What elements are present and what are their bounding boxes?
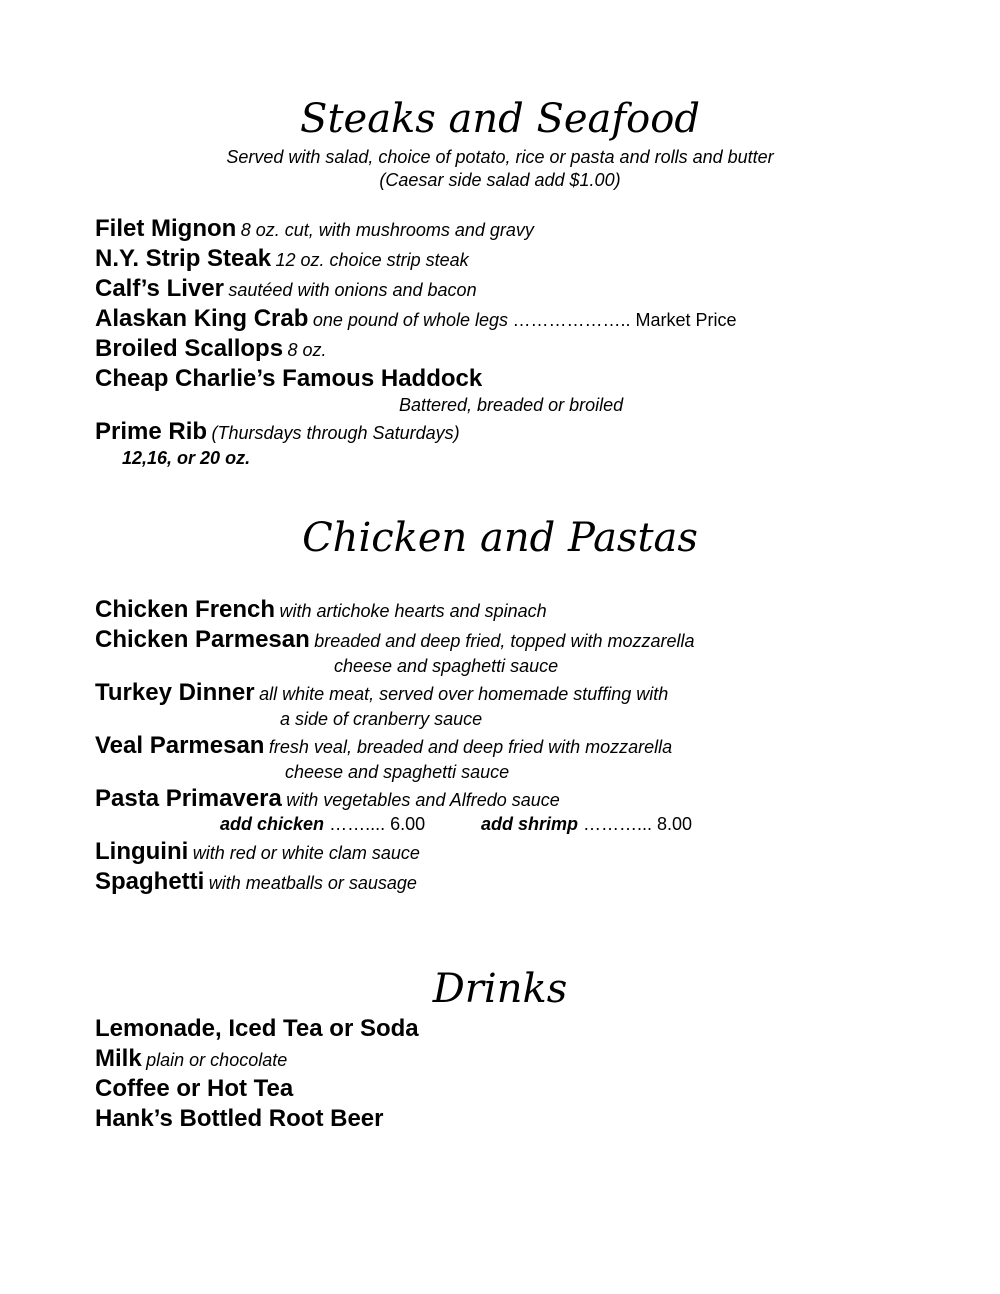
item-description: Battered, breaded or broiled bbox=[399, 395, 624, 415]
item-description: plain or chocolate bbox=[146, 1050, 288, 1070]
item-description: breaded and deep fried, topped with mozzarella bbox=[314, 631, 695, 651]
addon-price: ………... 8.00 bbox=[583, 814, 693, 834]
item-description: one pound of whole legs bbox=[312, 310, 508, 330]
menu-item bbox=[95, 245, 469, 276]
section-title-drinks: Drinks bbox=[432, 966, 568, 1012]
item-sizes: 12,16, or 20 oz. bbox=[122, 448, 251, 468]
item-description: cheese and spaghetti sauce bbox=[334, 656, 559, 676]
menu-item bbox=[95, 215, 534, 246]
item-name: Turkey Dinner bbox=[95, 679, 255, 706]
item-description: with meatballs or sausage bbox=[208, 873, 417, 893]
steaks-subtitle: Served with salad, choice of potato, rice or pasta and rolls and butter bbox=[226, 147, 774, 167]
item-name: Alaskan King Crab bbox=[95, 305, 309, 332]
item-name: N.Y. Strip Steak bbox=[95, 245, 272, 272]
item-description: sautéed with onions and bacon bbox=[228, 280, 477, 300]
item-name: Coffee or Hot Tea bbox=[95, 1075, 294, 1102]
item-name: Calf’s Liver bbox=[95, 275, 224, 302]
menu-item bbox=[95, 275, 477, 306]
item-name: Veal Parmesan bbox=[95, 732, 265, 759]
menu-item bbox=[95, 868, 417, 899]
item-name: Spaghetti bbox=[95, 868, 205, 895]
menu-item bbox=[95, 1105, 383, 1136]
menu-item bbox=[95, 626, 694, 657]
menu-item bbox=[95, 732, 672, 763]
addon-label: add chicken bbox=[220, 814, 325, 834]
item-description: 12 oz. choice strip steak bbox=[275, 250, 469, 270]
item-description: (Thursdays through Saturdays) bbox=[211, 423, 460, 443]
item-description: 8 oz. cut, with mushrooms and gravy bbox=[240, 220, 534, 240]
section-title-steaks: Steaks and Seafood bbox=[300, 96, 700, 142]
addon-label: add shrimp bbox=[481, 814, 579, 834]
item-name: Broiled Scallops bbox=[95, 335, 284, 362]
item-name: Prime Rib bbox=[95, 418, 208, 445]
item-name: Hank’s Bottled Root Beer bbox=[95, 1105, 384, 1132]
steaks-subtitle-note: (Caesar side salad add $1.00) bbox=[379, 170, 621, 190]
item-name: Cheap Charlie’s Famous Haddock bbox=[95, 365, 483, 392]
item-name: Linguini bbox=[95, 838, 189, 865]
item-name: Chicken French bbox=[95, 596, 276, 623]
menu-item bbox=[95, 335, 327, 366]
item-description: 8 oz. bbox=[287, 340, 327, 360]
menu-item bbox=[95, 1075, 293, 1106]
item-description: with vegetables and Alfredo sauce bbox=[286, 790, 560, 810]
item-description: fresh veal, breaded and deep fried with mozzarella bbox=[268, 737, 673, 757]
addon-shrimp bbox=[481, 813, 692, 835]
item-description: with red or white clam sauce bbox=[192, 843, 420, 863]
menu-item bbox=[95, 418, 460, 449]
menu-item bbox=[95, 1045, 287, 1076]
item-description: a side of cranberry sauce bbox=[280, 709, 483, 729]
menu-item bbox=[95, 305, 736, 336]
menu-item bbox=[95, 679, 668, 710]
item-name: Filet Mignon bbox=[95, 215, 237, 242]
menu-item bbox=[95, 838, 420, 869]
addon-chicken bbox=[220, 813, 425, 835]
menu-item bbox=[95, 365, 482, 396]
item-name: Lemonade, Iced Tea or Soda bbox=[95, 1015, 419, 1042]
menu-item bbox=[95, 785, 560, 816]
menu-item bbox=[95, 1015, 419, 1046]
item-description: cheese and spaghetti sauce bbox=[285, 762, 510, 782]
item-name: Milk bbox=[95, 1045, 142, 1072]
menu-item bbox=[95, 596, 547, 627]
section-title-chicken: Chicken and Pastas bbox=[302, 515, 698, 561]
item-description: with artichoke hearts and spinach bbox=[279, 601, 547, 621]
item-price: ……………….. Market Price bbox=[512, 310, 737, 330]
item-name: Pasta Primavera bbox=[95, 785, 282, 812]
item-name: Chicken Parmesan bbox=[95, 626, 310, 653]
addon-price: …….... 6.00 bbox=[329, 814, 426, 834]
item-description: all white meat, served over homemade stuffing with bbox=[259, 684, 669, 704]
